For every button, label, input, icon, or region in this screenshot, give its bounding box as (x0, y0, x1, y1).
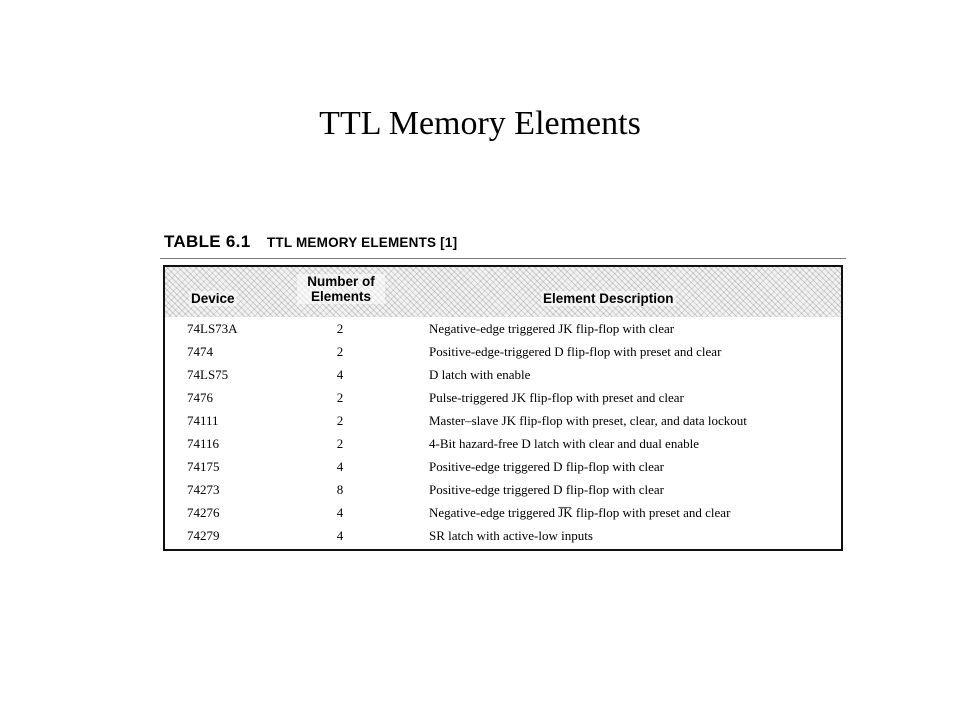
table-row (165, 456, 841, 479)
device-cell: 7476 (187, 390, 213, 405)
header-number-of-elements: Number of Elements (297, 274, 385, 304)
slide-title: TTL Memory Elements (319, 105, 641, 142)
count-cell: 8 (336, 482, 344, 497)
description-cell: 4-Bit hazard-free D latch with clear and dual enable (429, 436, 699, 451)
table-row (165, 318, 841, 341)
table-row (165, 479, 841, 502)
device-cell: 74111 (187, 413, 219, 428)
table-caption (164, 232, 457, 252)
count-cell: 2 (336, 344, 344, 359)
table-row (165, 433, 841, 456)
device-cell: 74116 (187, 436, 220, 451)
count-cell: 4 (336, 367, 344, 382)
description-cell: Negative-edge triggered JK flip-flop with clear (429, 321, 675, 336)
count-cell: 2 (336, 436, 344, 451)
description-cell: Positive-edge-triggered D flip-flop with preset and clear (429, 344, 722, 359)
device-cell: 74LS75 (187, 367, 229, 382)
table-row (165, 410, 841, 433)
description-cell: Master–slave JK flip-flop with preset, clear, and data lockout (429, 413, 747, 428)
count-cell: 4 (336, 505, 344, 520)
table-caption-text: TTL MEMORY ELEMENTS [1] (266, 235, 458, 250)
header-device: Device (191, 291, 235, 306)
table-caption-number: TABLE 6.1 (164, 232, 251, 251)
table-header-band (165, 267, 841, 317)
table-row (165, 525, 841, 548)
count-cell: 4 (336, 459, 344, 474)
table-body (165, 318, 841, 548)
device-cell: 74175 (187, 459, 220, 474)
count-cell: 2 (336, 321, 344, 336)
device-cell: 74273 (187, 482, 220, 497)
table-row (165, 364, 841, 387)
description-cell: Positive-edge triggered D flip-flop with clear (429, 459, 665, 474)
description-cell: D latch with enable (429, 367, 531, 382)
description-cell: Positive-edge triggered D flip-flop with clear (429, 482, 665, 497)
device-cell: 74LS73A (187, 321, 238, 336)
count-cell: 2 (336, 390, 344, 405)
header-element-description: Element Description (543, 291, 674, 306)
device-cell: 74276 (187, 505, 220, 520)
description-cell: Negative-edge triggered J̅K̅ flip-flop with preset and clear (429, 505, 731, 520)
table-frame (163, 265, 843, 551)
table-row (165, 341, 841, 364)
count-cell: 2 (336, 413, 344, 428)
description-cell: Pulse-triggered JK flip-flop with preset and clear (429, 390, 684, 405)
count-cell: 4 (336, 528, 344, 543)
device-cell: 7474 (187, 344, 213, 359)
caption-rule (160, 258, 846, 259)
table-row (165, 387, 841, 410)
device-cell: 74279 (187, 528, 220, 543)
scanned-table-image (160, 228, 848, 560)
description-cell: SR latch with active-low inputs (429, 528, 593, 543)
table-row (165, 502, 841, 525)
